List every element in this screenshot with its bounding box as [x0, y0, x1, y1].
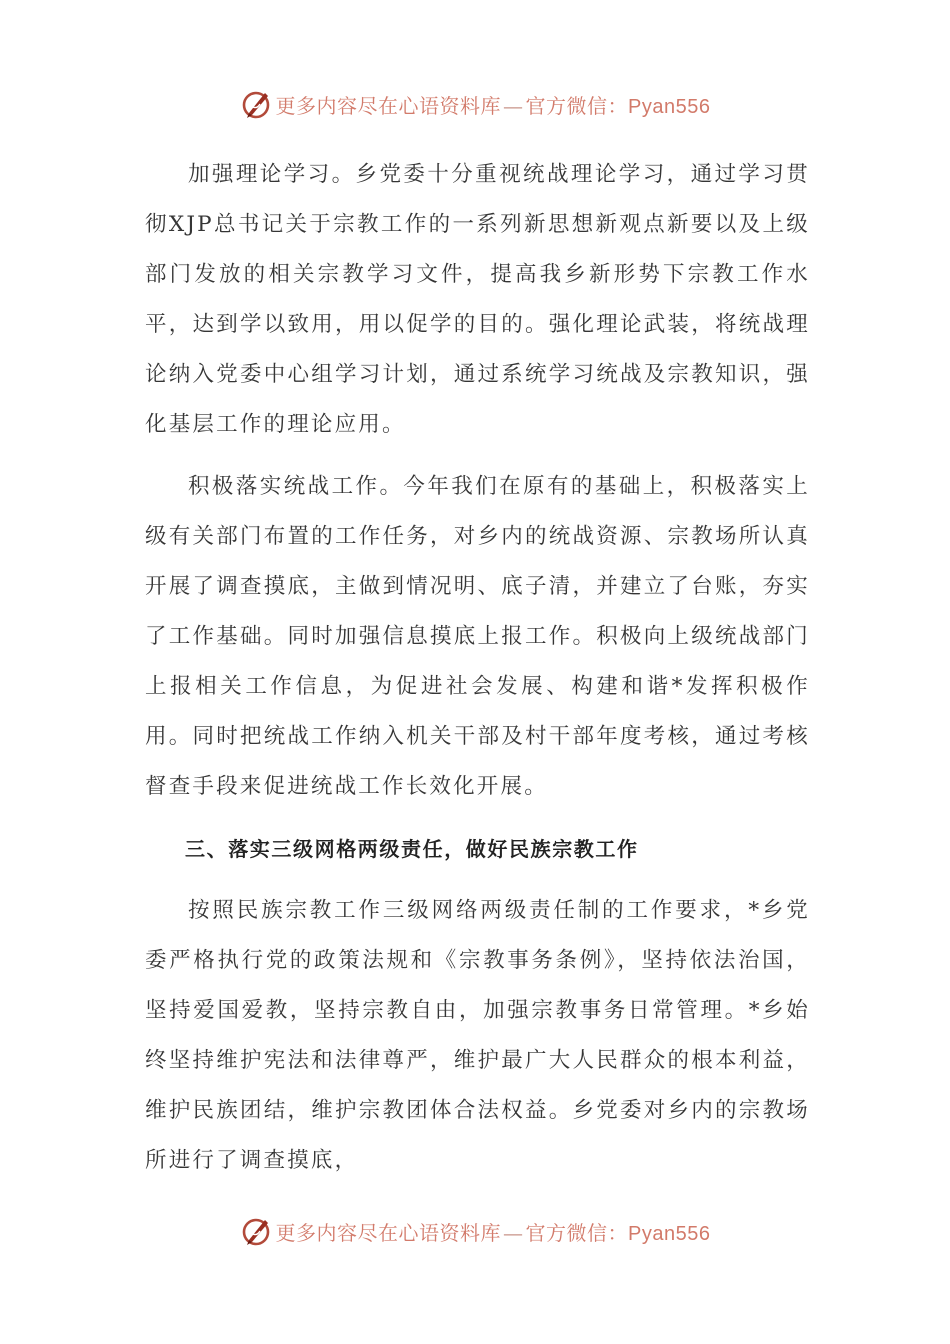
- pen-circle-icon: [240, 1214, 274, 1248]
- document-body: [145, 150, 810, 1198]
- paragraph-theory-study: 加强理论学习。乡党委十分重视统战理论学习，通过学习贯彻XJP总书记关于宗教工作的一系列新思想新观点新要以及上级部门发放的相关宗教学习文件，提高我乡新形势下宗教工作水平，达到学以致用，用以促学的目的。强化理论武装，将统战理论纳入党委中心组学习计划，通过系统学习统战及宗教知识，强化基层工作的理论应用。: [145, 162, 810, 437]
- watermark-text: [276, 1217, 711, 1246]
- watermark-site-name: 更多内容尽在心语资料库: [275, 93, 502, 118]
- watermark-wechat-label: 官方微信：: [525, 1220, 629, 1245]
- section-heading: 三、落实三级网格两级责任，做好民族宗教工作: [185, 837, 639, 861]
- watermark-dash: —: [503, 93, 524, 118]
- paragraph-united-front-work: 积极落实统战工作。今年我们在原有的基础上，积极落实上级有关部门布置的工作任务，对乡内的统战资源、宗教场所认真开展了调查摸底，主做到情况明、底子清，并建立了台账，夯实了工作基础。同时加强信息摸底上报工作。积极向上级统战部门上报相关工作信息，为促进社会发展、构建和谐*发挥积极作用。同时把统战工作纳入机关干部及村干部年度考核，通过考核督查手段来促进统战工作长效化开展。: [145, 474, 810, 799]
- watermark-dash: —: [503, 1220, 524, 1245]
- watermark-wechat-label: 官方微信：: [525, 93, 629, 118]
- watermark-text: [276, 90, 711, 119]
- footer-watermark-banner: [0, 1211, 950, 1251]
- paragraph-ethnic-religious-work: 按照民族宗教工作三级网络两级责任制的工作要求，*乡党委严格执行党的政策法规和《宗教事务条例》，坚持依法治国，坚持爱国爱教，坚持宗教自由，加强宗教事务日常管理。*乡始终坚持维护宪法和法律尊严，维护最广大人民群众的根本利益，维护民族团结，维护宗教团体合法权益。乡党委对乡内的宗教场所进行了调查摸底，: [145, 898, 810, 1173]
- header-watermark-banner: [0, 84, 950, 124]
- watermark-wechat-id: Pyan556: [628, 95, 711, 118]
- pen-circle-icon: [240, 87, 274, 121]
- watermark-wechat-id: Pyan556: [628, 1222, 711, 1245]
- watermark-site-name: 更多内容尽在心语资料库: [275, 1220, 502, 1245]
